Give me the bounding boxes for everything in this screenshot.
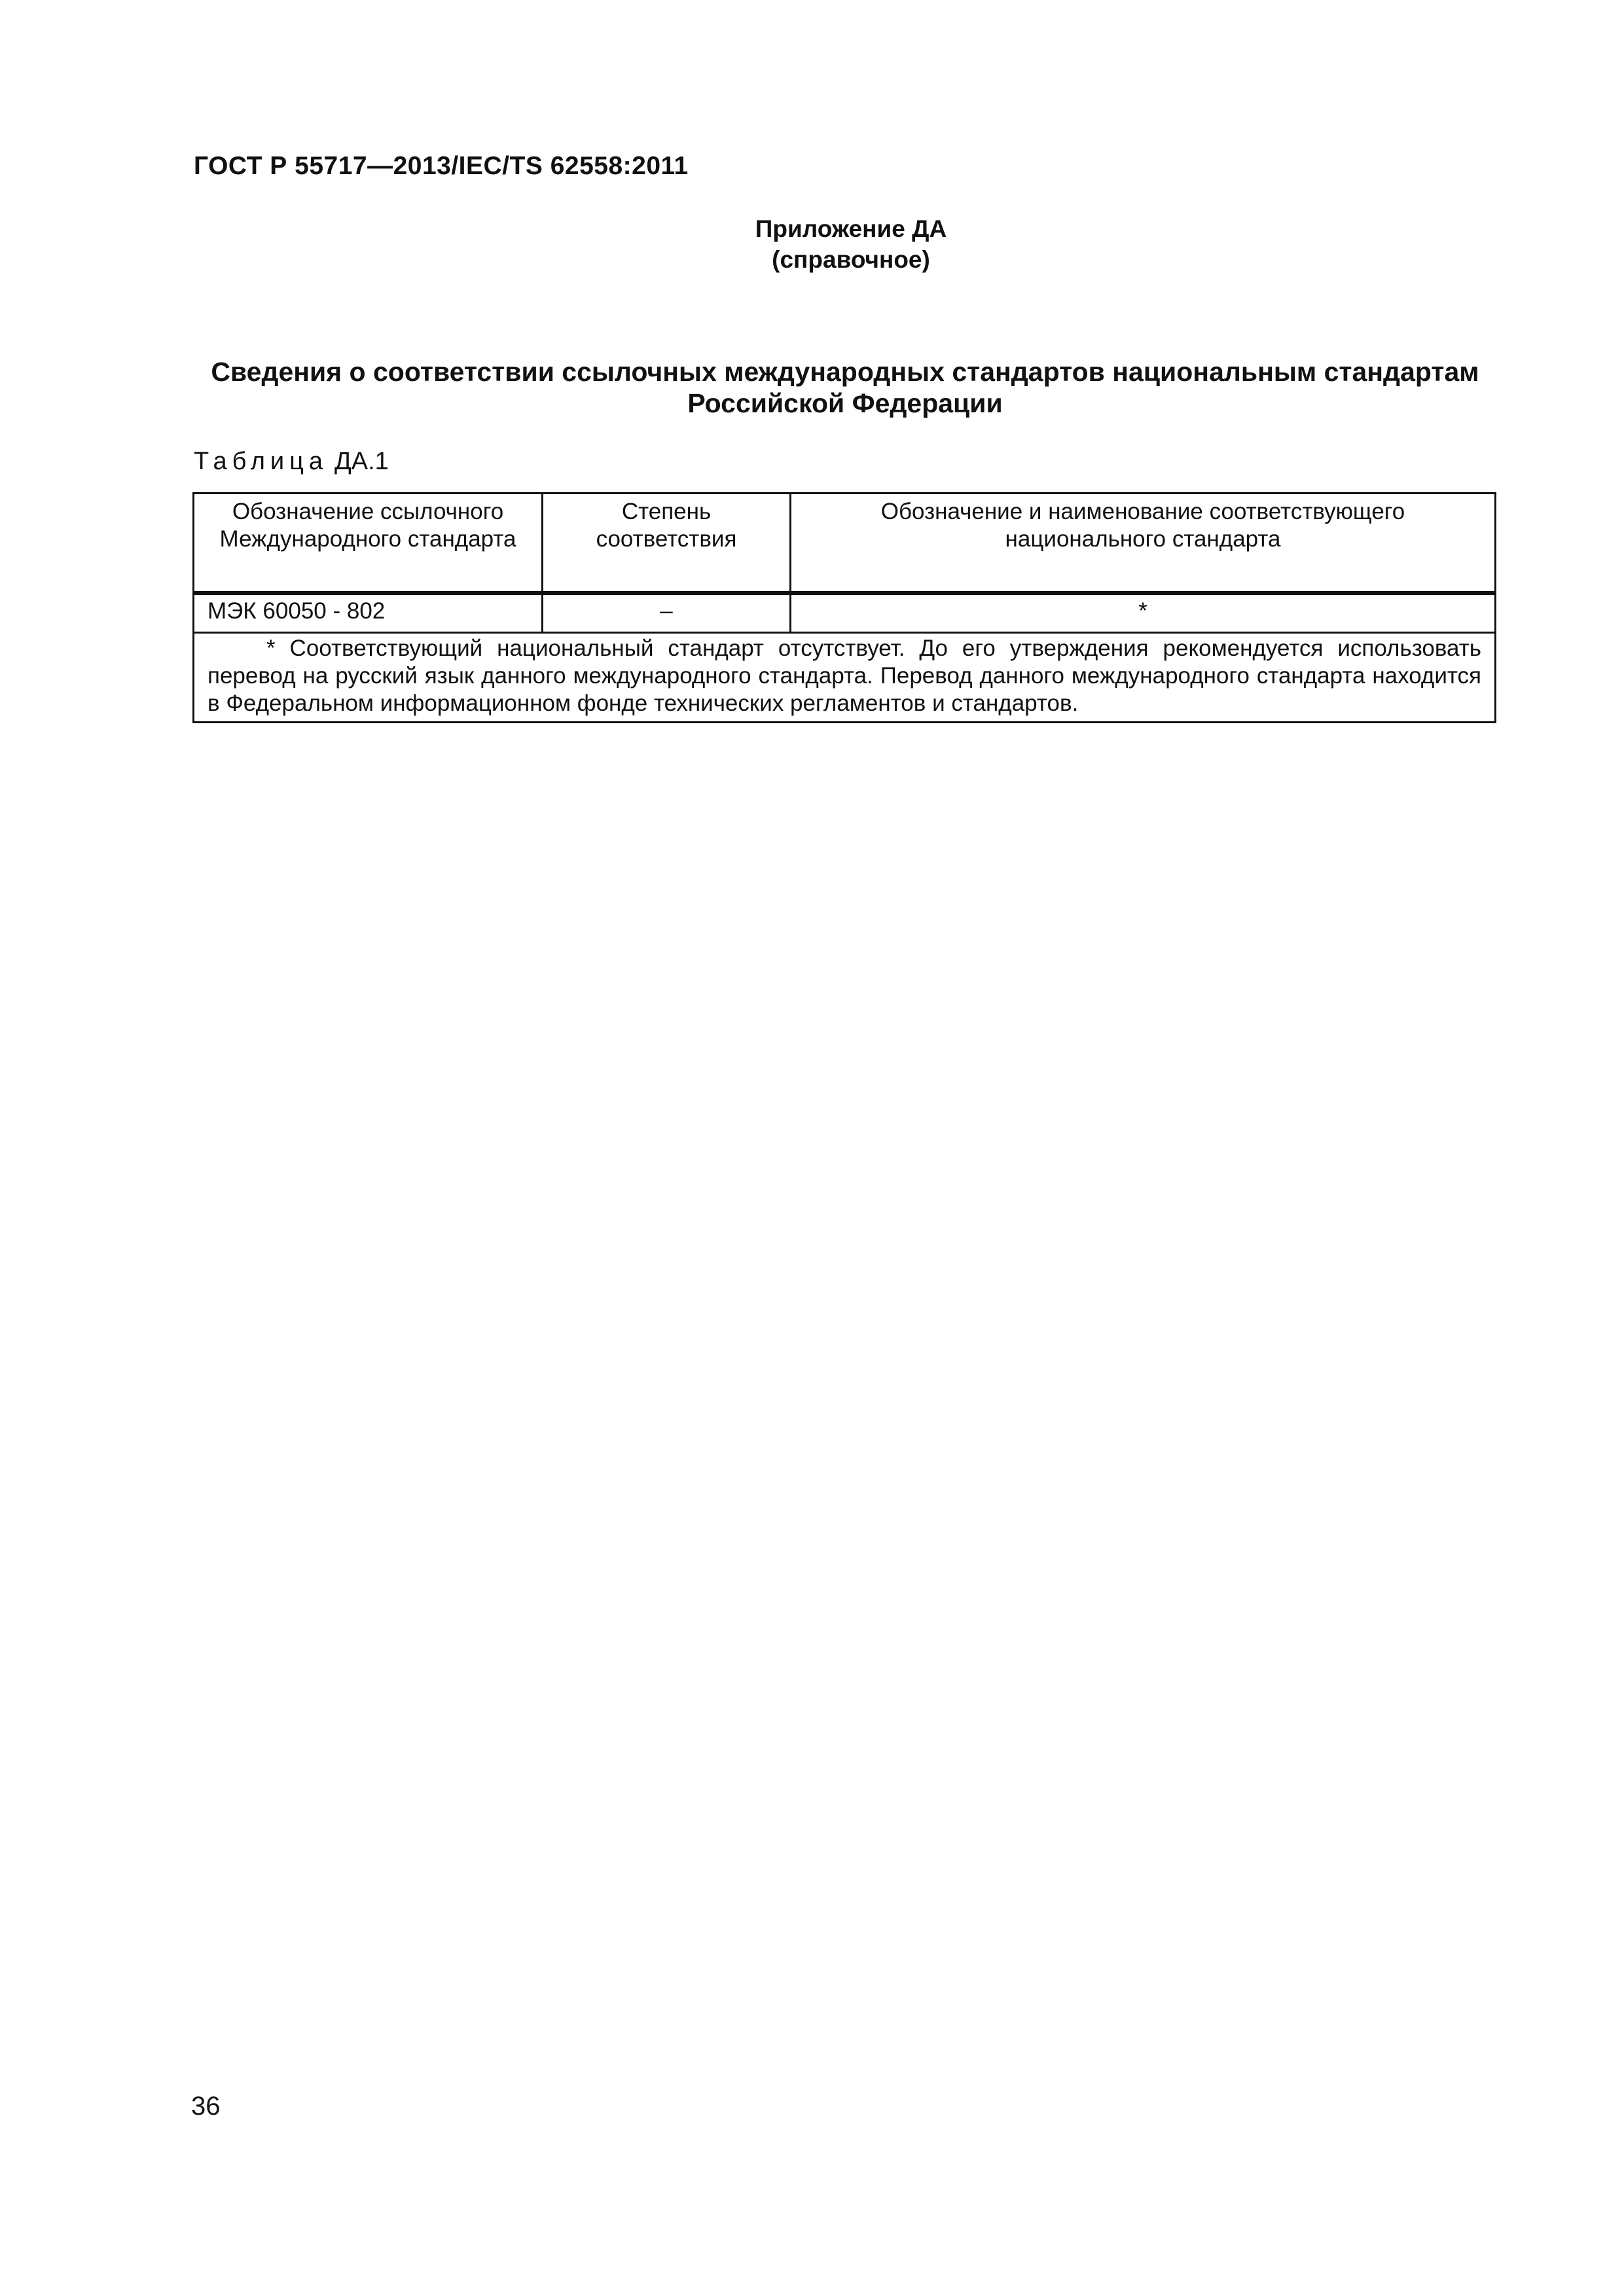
table-row <box>194 593 1496 633</box>
table-caption-number: ДА.1 <box>334 448 389 475</box>
cell-reference-standard: МЭК 60050 - 802 <box>194 593 543 633</box>
table-footnote-row <box>194 633 1496 723</box>
header-national-standard: Обозначение и наименование соответствующего национального стандарта <box>791 493 1496 594</box>
annex-heading <box>0 213 1624 275</box>
table-caption-word: Таблица <box>194 448 328 475</box>
cell-conformity-degree: – <box>543 593 791 633</box>
header-conformity-degree: Степень соответствия <box>543 493 791 594</box>
header-reference-standard: Обозначение ссылочного Международного стандарта <box>194 493 543 594</box>
document-title-line-2: Российской Федерации <box>687 388 1003 418</box>
document-title <box>194 356 1496 419</box>
reference-standards-table <box>192 492 1496 723</box>
annex-status: (справочное) <box>772 246 930 273</box>
document-code-header: ГОСТ Р 55717—2013/IEC/TS 62558:2011 <box>194 152 689 180</box>
page-number: 36 <box>191 2092 221 2121</box>
annex-title: Приложение ДА <box>755 215 947 242</box>
table-caption <box>194 448 389 476</box>
document-title-line-1: Сведения о соответствии ссылочных международных стандартов национальным стандартам <box>211 357 1479 387</box>
cell-national-standard: * <box>791 593 1496 633</box>
table-header-row <box>194 493 1496 594</box>
table-footnote: * Соответствующий национальный стандарт отсутствует. До его утверждения рекомендуется использовать перевод на русский язык данного международного стандарта. Перевод данного международного стандарта находится в Федеральном информационном фонде технических регламентов и стандартов. <box>194 633 1496 723</box>
